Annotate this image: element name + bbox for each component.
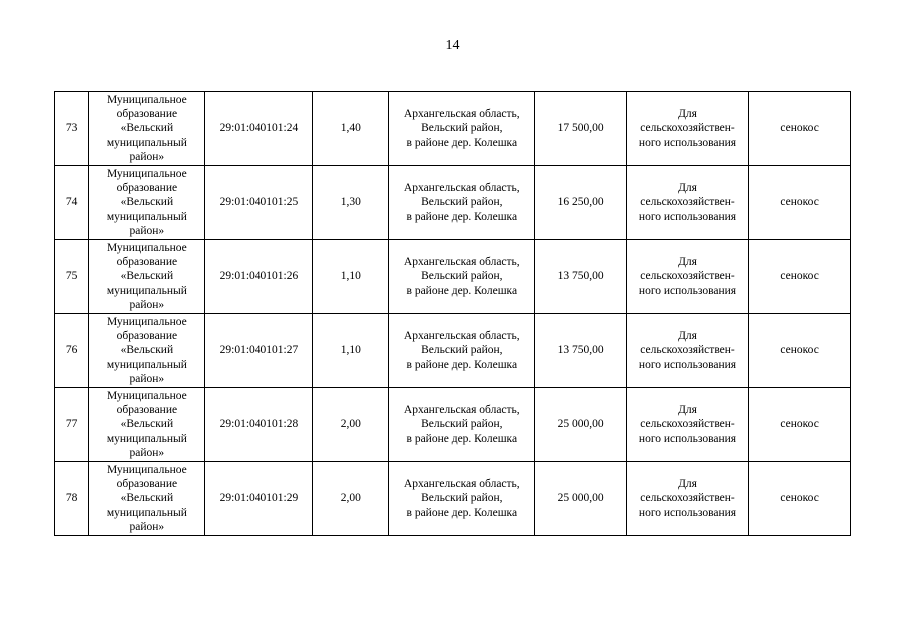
- permitted-use-cell: сенокос: [749, 92, 851, 166]
- owner-line: образование: [116, 330, 178, 343]
- table-row: [55, 314, 851, 388]
- land-category-line: Для: [678, 330, 697, 343]
- address-line: Вельский район,: [421, 492, 503, 505]
- address-line: Архангельская область,: [403, 256, 520, 269]
- owner-line: «Вельский: [120, 344, 174, 357]
- address-cell: [389, 462, 535, 536]
- price-cell: 13 750,00: [535, 240, 626, 314]
- land-category-line: ного использования: [638, 432, 737, 445]
- land-category-cell: [626, 166, 748, 240]
- land-category-line: сельскохозяйствен-: [640, 122, 735, 135]
- address-line: Вельский район,: [421, 122, 503, 135]
- owner-line: муниципальный: [106, 136, 187, 149]
- table-row: [55, 462, 851, 536]
- owner-line: «Вельский: [120, 418, 174, 431]
- owner-line: «Вельский: [120, 270, 174, 283]
- area-cell: 1,30: [313, 166, 389, 240]
- land-category-line: ного использования: [638, 506, 737, 519]
- address-line: Архангельская область,: [403, 404, 520, 417]
- permitted-use-cell: сенокос: [749, 462, 851, 536]
- land-category-line: сельскохозяйствен-: [640, 344, 735, 357]
- page-number: 14: [445, 38, 460, 53]
- land-category-cell: [626, 240, 748, 314]
- address-line: Архангельская область,: [403, 108, 520, 121]
- owner-line: «Вельский: [120, 492, 174, 505]
- cadastral-number-cell: 29:01:040101:24: [205, 92, 313, 166]
- land-category-line: ного использования: [638, 210, 737, 223]
- owner-line: муниципальный: [106, 432, 187, 445]
- address-cell: [389, 166, 535, 240]
- owner-line: Муниципальное: [106, 241, 187, 254]
- land-category-line: Для: [678, 182, 697, 195]
- owner-line: район»: [129, 446, 165, 459]
- address-line: в районе дер. Колешка: [406, 136, 518, 149]
- address-line: в районе дер. Колешка: [406, 210, 518, 223]
- land-category-cell: [626, 314, 748, 388]
- owner-line: Муниципальное: [106, 389, 187, 402]
- area-cell: 2,00: [313, 462, 389, 536]
- owner-cell: [89, 92, 205, 166]
- cadastral-number-cell: 29:01:040101:26: [205, 240, 313, 314]
- table-row: [55, 240, 851, 314]
- owner-line: район»: [129, 520, 165, 533]
- price-cell: 16 250,00: [535, 166, 626, 240]
- price-cell: 25 000,00: [535, 462, 626, 536]
- land-category-line: сельскохозяйствен-: [640, 418, 735, 431]
- land-category-line: Для: [678, 256, 697, 269]
- address-cell: [389, 92, 535, 166]
- address-line: Вельский район,: [421, 418, 503, 431]
- owner-cell: [89, 314, 205, 388]
- owner-cell: [89, 388, 205, 462]
- address-line: в районе дер. Колешка: [406, 284, 518, 297]
- land-category-line: сельскохозяйствен-: [640, 196, 735, 209]
- owner-line: образование: [116, 256, 178, 269]
- row-number-cell: 78: [55, 462, 89, 536]
- land-category-line: сельскохозяйствен-: [640, 492, 735, 505]
- land-category-line: Для: [678, 478, 697, 491]
- land-category-cell: [626, 388, 748, 462]
- owner-line: район»: [129, 224, 165, 237]
- address-line: в районе дер. Колешка: [406, 432, 518, 445]
- owner-line: район»: [129, 298, 165, 311]
- owner-line: Муниципальное: [106, 93, 187, 106]
- owner-line: Муниципальное: [106, 315, 187, 328]
- owner-line: муниципальный: [106, 284, 187, 297]
- address-cell: [389, 314, 535, 388]
- address-line: Вельский район,: [421, 344, 503, 357]
- owner-line: муниципальный: [106, 506, 187, 519]
- price-cell: 25 000,00: [535, 388, 626, 462]
- area-cell: 1,10: [313, 240, 389, 314]
- address-line: Вельский район,: [421, 196, 503, 209]
- permitted-use-cell: сенокос: [749, 388, 851, 462]
- land-category-line: Для: [678, 404, 697, 417]
- owner-line: образование: [116, 182, 178, 195]
- land-category-line: Для: [678, 108, 697, 121]
- owner-line: район»: [129, 372, 165, 385]
- address-cell: [389, 388, 535, 462]
- permitted-use-cell: сенокос: [749, 240, 851, 314]
- owner-line: «Вельский: [120, 122, 174, 135]
- owner-line: образование: [116, 108, 178, 121]
- price-cell: 17 500,00: [535, 92, 626, 166]
- owner-line: образование: [116, 478, 178, 491]
- row-number-cell: 74: [55, 166, 89, 240]
- address-cell: [389, 240, 535, 314]
- price-cell: 13 750,00: [535, 314, 626, 388]
- cadastral-number-cell: 29:01:040101:27: [205, 314, 313, 388]
- address-line: в районе дер. Колешка: [406, 506, 518, 519]
- row-number-cell: 77: [55, 388, 89, 462]
- land-category-line: ного использования: [638, 136, 737, 149]
- permitted-use-cell: сенокос: [749, 314, 851, 388]
- table-row: [55, 92, 851, 166]
- owner-line: Муниципальное: [106, 167, 187, 180]
- address-line: в районе дер. Колешка: [406, 358, 518, 371]
- table-row: [55, 166, 851, 240]
- owner-line: образование: [116, 404, 178, 417]
- area-cell: 1,10: [313, 314, 389, 388]
- cadastral-number-cell: 29:01:040101:25: [205, 166, 313, 240]
- address-line: Архангельская область,: [403, 330, 520, 343]
- owner-cell: [89, 240, 205, 314]
- table-row: [55, 388, 851, 462]
- land-category-line: ного использования: [638, 358, 737, 371]
- owner-line: муниципальный: [106, 210, 187, 223]
- area-cell: 1,40: [313, 92, 389, 166]
- owner-line: муниципальный: [106, 358, 187, 371]
- row-number-cell: 75: [55, 240, 89, 314]
- row-number-cell: 76: [55, 314, 89, 388]
- owner-line: район»: [129, 150, 165, 163]
- land-category-cell: [626, 462, 748, 536]
- permitted-use-cell: сенокос: [749, 166, 851, 240]
- table-body: [55, 92, 851, 536]
- row-number-cell: 73: [55, 92, 89, 166]
- owner-line: Муниципальное: [106, 463, 187, 476]
- cadastral-number-cell: 29:01:040101:29: [205, 462, 313, 536]
- address-line: Архангельская область,: [403, 182, 520, 195]
- cadastral-number-cell: 29:01:040101:28: [205, 388, 313, 462]
- address-line: Архангельская область,: [403, 478, 520, 491]
- area-cell: 2,00: [313, 388, 389, 462]
- land-category-line: ного использования: [638, 284, 737, 297]
- owner-line: «Вельский: [120, 196, 174, 209]
- owner-cell: [89, 462, 205, 536]
- land-plots-table: [54, 91, 851, 536]
- address-line: Вельский район,: [421, 270, 503, 283]
- land-category-cell: [626, 92, 748, 166]
- land-category-line: сельскохозяйствен-: [640, 270, 735, 283]
- owner-cell: [89, 166, 205, 240]
